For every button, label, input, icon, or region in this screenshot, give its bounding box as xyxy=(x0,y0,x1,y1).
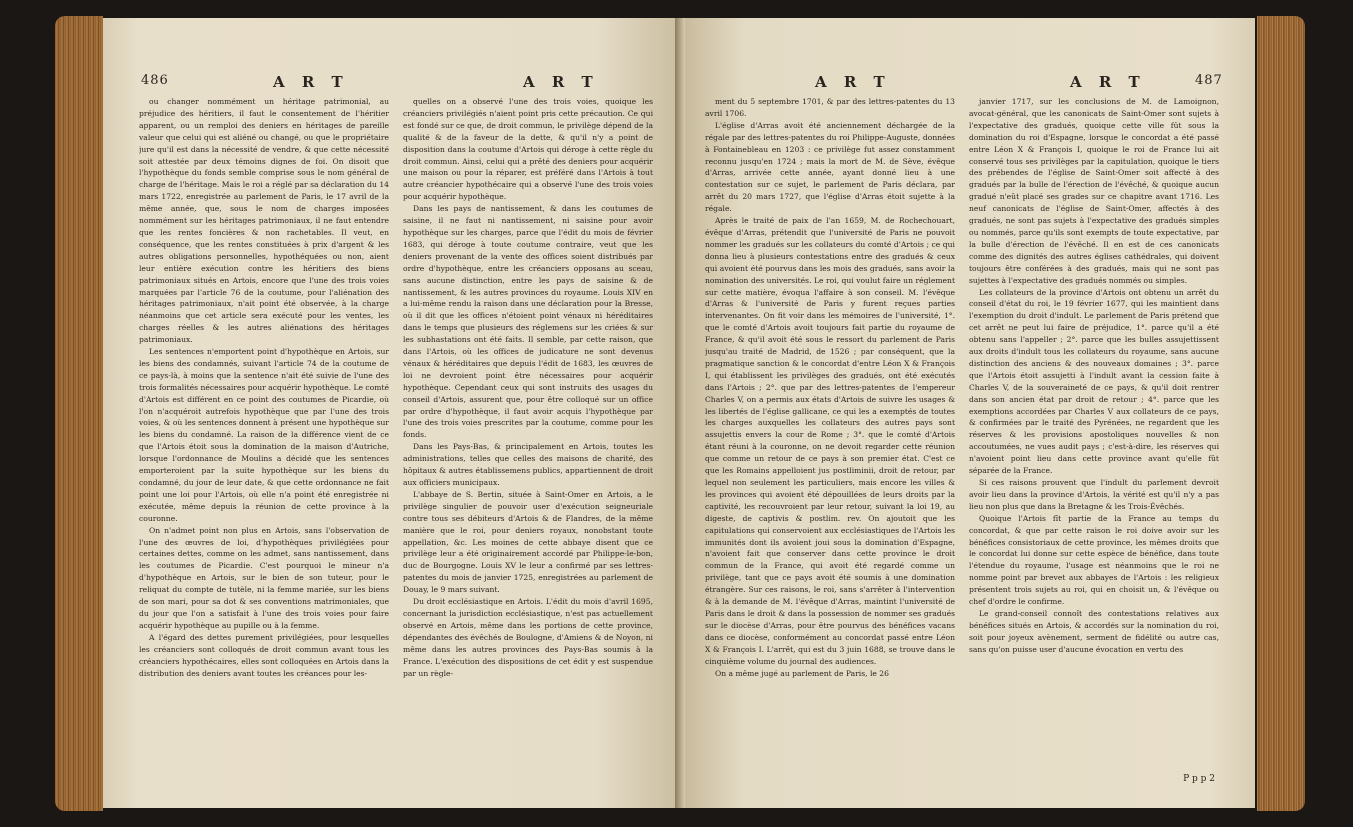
paragraph: Les collateurs de la province d'Artois ont obtenu un arrêt du conseil d'état du roi, le 19 février 1677, qui les maintient dans l'exemption du droit d'indult. Le parlement de Paris prétend que cet arrêt ne peut lui faire de préjudice, 1°. parce qu'il a été obtenu sans l'appeller ; 2°. parce que les bulles assujettissent aux droits d'indult tous les collateurs du royaume, sans aucune distinction des anciens & des nouveaux domaines ; 3°. parce que l'Artois étoit assujetti à l'indult avant la cession faite à Charles V, de la souveraineté de ce pays, & qu'il doit rentrer dans son ancien état par droit de retour ; 4°. parce que les exemptions accordées par Charles V aux collateurs de ce pays, & confirmées par le traité des Pyrénées, ne regardent que les réserves & les provisions apostoliques nouvelles & non accoutumées, ne vues audit pays ; c'est-à-dire, les réserves qui n'avoient point lieu dans cette province avant qu'elle fût séparée de la France. xyxy=(969,287,1219,476)
paragraph: Quoique l'Artois fît partie de la France au temps du concordat, & que par cette raison le roi doive avoir sur les bénéfices consistoriaux de cette province, les mêmes droits que le concordat lui donne sur cette espèce de bénéfice, dans toute l'étendue du royaume, l'usage est néanmoins que le roi ne nomme point par brevet aux abbayes de l'Artois : les religieux présentent trois sujets au roi, qui en choisit un, & l'évêque ou chef d'ordre le confirme. xyxy=(969,513,1219,607)
paragraph: Si ces raisons prouvent que l'indult du parlement devroit avoir lieu dans la province d'Artois, la vérité est qu'il n'y a pas lieu non plus que dans la Bretagne & les Trois-Évêchés. xyxy=(969,478,1219,511)
paragraph: Les sentences n'emportent point d'hypothèque en Artois, sur les biens des condamnés, suivant l'article 74 de la coutume de ce pays-là, à moins que la sentence n'ait été suivie de l'une des trois formalités nécessaires pour acquérir hypothèque. Le comté d'Artois est différent en ce point des coutumes de Picardie, où l'on n'acquéroit autrefois hypothèque que par l'une des trois voies, & où les sentences donnent à présent une hypothèque sur les biens du condamné. La raison de la différence vient de ce que l'Artois étoit sous la domination de la maison d'Autriche, lorsque l'ordonnance de Moulins a décidé que les sentences emporteroient par la suite hypothèque sur les biens du condamné, du jour de leur date, & que cette ordonnance ne fait point une loi pour l'Artois, où elle n'a point été enregistrée ni exécutée, même depuis la réunion de cette province à la couronne. xyxy=(139,347,389,523)
open-book xyxy=(55,10,1305,817)
running-head-right-2: A R T xyxy=(1070,73,1146,91)
paragraph: On n'admet point non plus en Artois, sans l'observation de l'une des œuvres de loi, d'hypothèques privilégiées pour certaines dettes, comme on les admet, sans nantissement, dans les coutumes de Picardie. C'est pourquoi le mineur n'a d'hypothèque en Artois, sur le bien de son tuteur, pour le reliquat du compte de tutèle, ni la femme mariée, sur les biens de son mari, pour sa dot & ses conventions matrimoniales, que du jour que l'on a satisfait à l'une des trois voies pour faire acquérir hypothèque au pupille ou à la femme. xyxy=(139,525,389,630)
paragraph: On a même jugé au parlement de Paris, le 26 xyxy=(715,668,889,678)
paragraph: ment du 5 septembre 1701, & par des lettres-patentes du 13 avril 1706. xyxy=(705,97,955,118)
paragraph: Le grand-conseil connoît des contestations relatives aux bénéfices situés en Artois, & accordés sur la nomination du roi, soit pour joyeux avènement, serment de fidélité ou autre cas, sans qu'on puisse user d'aucune évocation en vertu des xyxy=(969,608,1219,654)
left-page xyxy=(103,18,683,808)
left-column-1 xyxy=(139,96,389,766)
signature-mark: P p p 2 xyxy=(1183,774,1215,784)
book-gutter xyxy=(675,18,685,808)
page-number-right: 487 xyxy=(1195,73,1223,88)
right-column-1 xyxy=(705,96,955,766)
page-number-left: 486 xyxy=(141,73,169,88)
running-head-left-2: A R T xyxy=(523,73,599,91)
paragraph: quelles on a observé l'une des trois voies, quoique les créanciers privilégiés n'aient point pris cette précaution. Ce qui est fondé sur ce que, de droit commun, le privilège dépend de la qualité & de la faveur de la dette, & qu'il n'y a point de disposition dans la coutume d'Artois qui déroge à cette règle du droit commun. Ainsi, celui qui a prêté des deniers pour acquérir une maison ou pour la réparer, est préféré dans l'Artois à tout autre créancier hypothécaire qui a observé l'une des trois voies pour acquérir hypothèque. xyxy=(403,97,653,202)
paragraph: Après le traité de paix de l'an 1659, M. de Rochechouart, évêque d'Arras, prétendit que l'université de Paris ne pouvoit nommer les gradués sur les collateurs du comté d'Artois ; ce qui donna lieu à plusieurs contestations entre des gradués & ceux qui avoient été pourvus dans les mois des gradués, sans avoir la nomination des universités. Le roi, qui voulut faire un réglement sur cette matière, évoqua l'affaire à son conseil. M. l'évêque d'Arras & l'université de Paris y furent reçues parties intervenantes. On fit voir dans les mémoires de l'université, 1°. que le comté d'Artois avoit toujours fait partie du royaume de France, & qu'il avoit été sous le ressort du parlement de Paris jusqu'au traité de Madrid, de 1526 ; par conséquent, que la pragmatique sanction & le concordat d'entre Léon X & François I, qui établissent les privilèges des gradués, ont été exécutés dans l'Artois ; 2°. que par des lettres-patentes de l'empereur Charles V, on a permis aux états d'Artois de suivre les usages & les libertés de l'église gallicane, ce qui les a exemptés de toutes les charges auxquelles les collateurs des autres pays sont assujettis envers la cour de Rome ; 3°. que le comté d'Artois étant réuni à la couronne, on ne devoit regarder cette réunion que comme un retour de ce pays à son premier état. C'est ce que les Romains appelloient jus postliminii, droit de retour, par lequel non seulement les particuliers, mais encore les villes & les provinces qui avoient été dépouillées de leurs droits par la captivité, les recouvroient par leur retour, suivant la loi 19, au digeste, de captivis & postlim. rev. On ajoutoit que les capitulations qui conservoient aux ecclésiastiques de l'Artois les immunités dont ils avoient joui sous la domination d'Espagne, n'avoient fait que conserver dans cette province le droit commun de la France, qui avoit été regardé comme un privilège, tant que ce pays avoit été soumis à une domination étrangère. Sur ces raisons, le roi, sans s'arrêter à l'intervention & à la demande de M. l'évêque d'Arras, maintint l'université de Paris dans le droit & dans la possession de nommer ses gradués sur le diocèse d'Arras, pour être pourvus des bénéfices vacans dans ce diocèse, conformément au concordat passé entre Léon X & François I. L'arrêt, qui est du 3 juin 1688, se trouve dans le cinquième volume du journal des audiences. xyxy=(705,216,955,666)
right-page-edges xyxy=(1257,16,1305,811)
paragraph: janvier 1717, sur les conclusions de M. de Lamoignon, avocat-général, que les canonicats de Saint-Omer sont sujets à l'expectative des gradués, quoique cette ville fût sous la domination du roi d'Espagne, lorsque le concordat a été passé entre Léon X & François I, quoique le roi de France lui ait conservé tous ses privilèges par la capitulation, quoique le tiers des prébendes de l'église de Saint-Omer soit affecté à des gradués par la bulle de l'érection de l'évêché, & quoique aucun gradué n'eût placé ses grades sur ce chapitre avant 1716. Les neuf canonicats de l'église de Saint-Omer, affectés à des gradués, ne sont pas sujets à l'expectative des gradués simples ou nommés, parce qu'ils sont exempts de toute expectative, par la bulle d'érection de l'évêché. Il en est de ces canonicats comme des dignités des autres églises cathédrales, qui doivent toujours être conférées à des gradués, mais qui ne sont pas sujettes à l'expectative des gradués nommés ou simples. xyxy=(969,97,1219,285)
paragraph: Dans les pays de nantissement, & dans les coutumes de saisine, il ne faut ni nantissement, ni saisine pour avoir hypothèque sur les charges, parce que l'édit du mois de février 1683, qui déroge à toute coutume contraire, veut que les deniers provenant de la vente des offices soient distribués par ordre d'hypothèque, entre les créanciers opposans au sceau, sans aucune distinction, entre les pays de saisine & de nantissement, & les autres provinces du royaume. Louis XIV en a lui-même rendu la raison dans une déclaration pour la Bresse, où il dit que les offices n'étoient point vénaux ni héréditaires dans le temps que plusieurs des réglemens sur les criées & sur les subhastations ont été faits. Il semble, par cette raison, que dans l'Artois, où les offices de judicature ne sont devenus vénaux & héréditaires que depuis l'édit de 1683, les œuvres de loi ne devroient point être nécessaires pour acquérir hypothèque. Cependant ceux qui sont instruits des usages du conseil d'Artois, assurent que, pour être colloqué sur un office par ordre d'hypothèque, il faut avoir acquis l'hypothèque par l'une des trois voies prescrites par la coutume, comme pour les fonds. xyxy=(403,204,653,440)
running-head-left-1: A R T xyxy=(273,73,349,91)
paragraph: A l'égard des dettes purement privilégiées, pour lesquelles les créanciers sont colloqués de droit commun avant tous les créanciers hypothécaires, elles sont colloquées en Artois dans la distribution des deniers avant toutes les créances pour les- xyxy=(139,632,389,678)
paragraph: L'église d'Arras avoit été anciennement déchargée de la régale par des lettres-patentes du roi Philippe-Auguste, données à Fontainebleau en 1203 : ce privilège fut assez constamment reconnu jusqu'en 1724 ; mais la mort de M. de Sève, évêque d'Arras, arrivée cette année, ayant donné lieu à une contestation sur ce sujet, le parlement de Paris déclara, par arrêt du 20 mars 1727, que l'église d'Arras étoit sujette à la régale. xyxy=(705,120,955,214)
left-page-edges xyxy=(55,16,103,811)
left-column-2 xyxy=(403,96,653,766)
right-page xyxy=(675,18,1255,808)
paragraph: Dans les Pays-Bas, & principalement en Artois, toutes les administrations, telles que celles des maisons de charité, des hôpitaux & autres établissemens publics, appartiennent de droit aux officiers municipaux. xyxy=(403,442,653,487)
paragraph: Du droit ecclésiastique en Artois. L'édit du mois d'avril 1695, concernant la jurisdiction ecclésiastique, n'est pas actuellement observé en Artois, même dans les portions de cette province, dépendantes des évêchés de Boulogne, d'Amiens & de Noyon, ni même dans les autres provinces des Pays-Bas soumis à la France. L'exécution des dispositions de cet édit y est suspendue par un règle- xyxy=(403,597,653,678)
running-head-right-1: A R T xyxy=(815,73,891,91)
paragraph: L'abbaye de S. Bertin, située à Saint-Omer en Artois, a le privilège singulier de pouvoir user d'exécution seigneuriale contre tous ses débiteurs d'Artois & de Flandres, de la même manière que le roi, pour deniers royaux, nonobstant toute appellation, &c. Les moines de cette abbaye disent que ce privilège leur a été originairement accordé par Philippe-le-bon, duc de Bourgogne. Louis XV le leur a confirmé par ses lettres-patentes du mois de janvier 1725, enregistrées au parlement de Douay, le 9 mars suivant. xyxy=(403,489,653,595)
right-column-2 xyxy=(969,96,1219,766)
paragraph: ou changer nommément un héritage patrimonial, au préjudice des héritiers, il faut le consentement de l'héritier apparent, ou un remploi des deniers en héritages de pareille valeur que celui qui est aliéné ou changé, ou que le propriétaire jure qu'il est dans la nécessité de vendre, & que cette nécessité soit attestée par deux témoins dignes de foi. On disoit que l'hypothèque du fonds semble comprise sous le nom général de charge de l'héritage. Mais le roi a réglé par sa déclaration du 14 mars 1722, enregistrée au parlement de Paris, le 17 avril de la même année, que, sous le nom de charges imposées nommément sur les héritages patrimoniaux, il ne faut entendre que les rentes foncières & non rachetables. Il veut, en conséquence, que les rentes constituées à prix d'argent & les autres obligations personnelles, hypothéquées ou non, aient leur entière exécution contre les héritiers des biens patrimoniaux situés en Artois, encore que l'une des trois voies marquées par l'article 76 de la coutume, pour l'aliénation des héritages patrimoniaux, n'ait point été observée, à la charge néanmoins que cet article sera exécuté pour les ventes, les charges réelles & les autres aliénations des héritages patrimoniaux. xyxy=(139,97,389,345)
